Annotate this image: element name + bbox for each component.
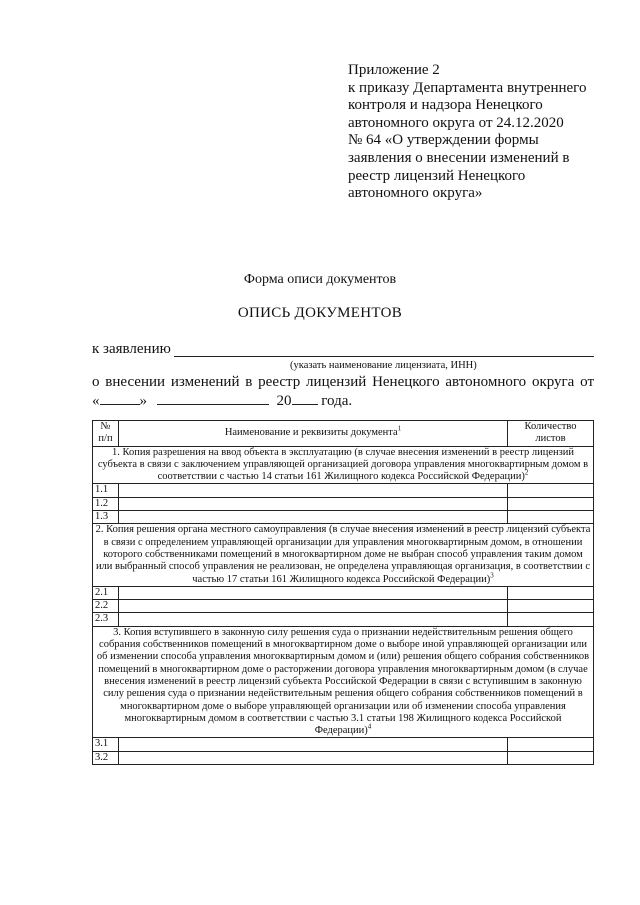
sheet-count-cell[interactable] [508, 738, 594, 751]
date-close-quote: » [139, 393, 147, 409]
header-name [119, 421, 508, 447]
footnote-mark: 3 [490, 571, 494, 580]
section-row-1 [93, 446, 594, 484]
to-statement-label: к заявлению [92, 341, 171, 357]
section-text [93, 446, 594, 484]
document-name-cell[interactable] [119, 497, 508, 510]
date-open-quote: « [92, 393, 100, 409]
document-name-cell[interactable] [119, 738, 508, 751]
footnote-mark: 1 [397, 424, 402, 433]
header-count: Количество листов [508, 421, 594, 447]
table-row [93, 600, 594, 613]
footnote-mark: 4 [367, 722, 372, 731]
sheet-count-cell[interactable] [508, 751, 594, 764]
year-blank[interactable] [292, 392, 318, 405]
sheet-count-cell[interactable] [508, 586, 594, 599]
section-text [93, 626, 594, 738]
document-name-cell[interactable] [119, 751, 508, 764]
appendix-line: № 64 «О утверждении формы [348, 132, 539, 149]
header-num: № п/п [93, 421, 119, 447]
licensee-hint: (указать наименование лицензиата, ИНН) [290, 360, 477, 371]
section-text-body: 3. Копия вступившего в законную силу решения суда о признании недействительным решения общего собрания собственников помещений в многоквартирном доме о выборе иной управляющей организации или об изменении способа управления многоквартирным домом и (или) решения общего собрания собственников помещений в многоквартирном доме о расторжении договора управления многоквартирным домом (в случае внесения изменений в реестр лицензий субъекта Российской Федерации в связи с вступившим в законную силу решения суда о признании недействительным решения общего собрания собственников помещений в многоквартирном доме о выборе управляющей организации или об изменении способа управления многоквартирным домом в соответствии с частью 3.1 статьи 198 Жилищного кодекса Российской Федерации) [96, 626, 590, 737]
row-number: 3.1 [93, 738, 119, 751]
row-number: 3.2 [93, 751, 119, 764]
section-text-body: 2. Копия решения органа местного самоуправления (в случае внесения изменений в реестр лицензий субъекта в связи с определением управляющей организации для управления многоквартирным домом, в отношении которого собственниками помещений в многоквартирном доме не выбран способ управления таким домом или выбранный способ управления не реализован, не определена управляющая организация, в соответствии с частью 17 статьи 161 Жилищного кодекса Российской Федерации) [95, 524, 591, 585]
table-row [93, 613, 594, 626]
sheet-count-cell[interactable] [508, 511, 594, 524]
date-line [92, 392, 352, 410]
appendix-block [348, 62, 608, 203]
appendix-line: контроля и надзора Ненецкого [348, 97, 543, 114]
about-statement: о внесении изменений в реестр лицензий Ненецкого автономного округа от [92, 374, 594, 390]
table-row [93, 497, 594, 510]
section-row-3 [93, 626, 594, 738]
sheet-count-cell[interactable] [508, 497, 594, 510]
document-name-cell[interactable] [119, 511, 508, 524]
appendix-line: к приказу Департамента внутреннего [348, 79, 587, 96]
row-number: 1.3 [93, 511, 119, 524]
section-text [93, 524, 594, 586]
appendix-line: заявления о внесении изменений в [348, 149, 570, 166]
footnote-mark: 2 [524, 468, 529, 477]
row-number: 2.2 [93, 600, 119, 613]
document-name-cell[interactable] [119, 600, 508, 613]
documents-table [92, 420, 594, 765]
document-title: ОПИСЬ ДОКУМЕНТОВ [237, 305, 403, 321]
appendix-line: автономного округа» [348, 185, 483, 202]
year-suffix: года. [321, 393, 353, 409]
sheet-count-cell[interactable] [508, 484, 594, 497]
row-number: 2.3 [93, 613, 119, 626]
table-row [93, 484, 594, 497]
sheet-count-cell[interactable] [508, 600, 594, 613]
year-prefix: 20 [276, 393, 292, 409]
appendix-line: автономного округа от 24.12.2020 [348, 114, 564, 131]
day-blank[interactable] [100, 392, 140, 405]
document-name-cell[interactable] [119, 613, 508, 626]
header-name-text: Наименование и реквизиты документа [224, 427, 398, 439]
table-row [93, 751, 594, 764]
table-row [93, 738, 594, 751]
sheet-count-cell[interactable] [508, 613, 594, 626]
document-name-cell[interactable] [119, 484, 508, 497]
appendix-line: реестр лицензий Ненецкого [348, 167, 526, 184]
row-number: 1.1 [93, 484, 119, 497]
row-number: 1.2 [93, 497, 119, 510]
table-row [93, 511, 594, 524]
form-title: Форма описи документов [243, 272, 397, 287]
licensee-blank-line[interactable] [174, 356, 594, 357]
table-header-row [93, 421, 594, 447]
appendix-line: Приложение 2 [348, 62, 440, 78]
table-row [93, 586, 594, 599]
row-number: 2.1 [93, 586, 119, 599]
section-row-2 [93, 524, 594, 586]
month-blank[interactable] [157, 392, 269, 405]
section-text-body: 1. Копия разрешения на ввод объекта в эксплуатацию (в случае внесения изменений в реестр лицензий субъекта в связи с заключением управляющей организацией договора управления многоквартирным домом в соответствии с частью 14 статьи 161 Жилищного кодекса Российской Федерации) [97, 446, 589, 483]
document-name-cell[interactable] [119, 586, 508, 599]
